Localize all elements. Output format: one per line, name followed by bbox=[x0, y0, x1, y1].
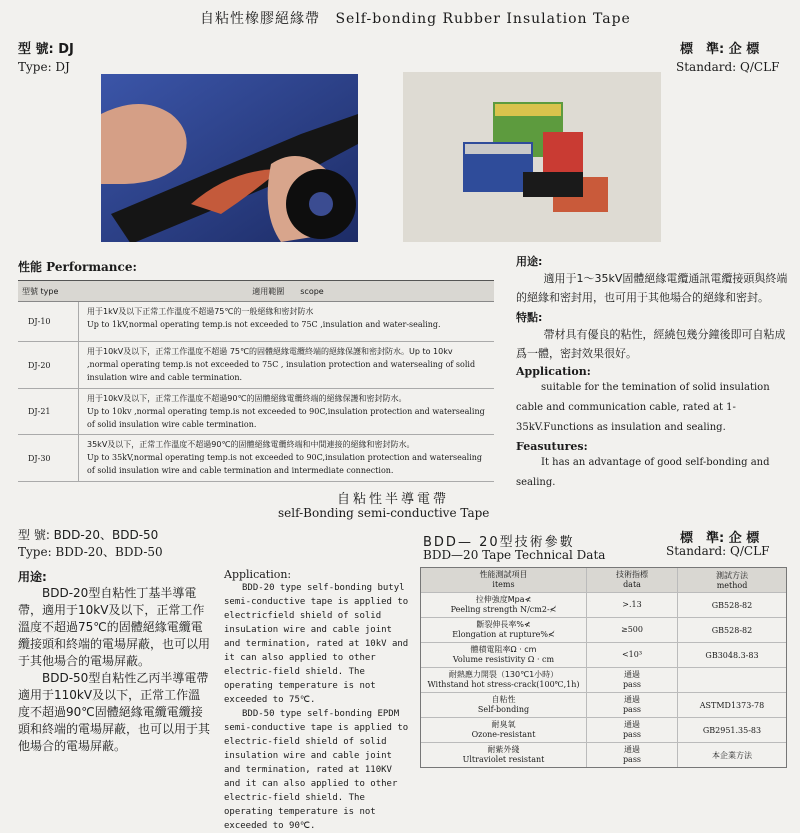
standard-en: Standard: Q/CLF bbox=[676, 60, 780, 74]
application-text: suitable for the temination of solid insulation cable and communication cable, rated at 1-35kV.Functions as insulation and sealing. bbox=[516, 382, 770, 433]
item-cn: 拉伸強度Mpa≮ bbox=[475, 595, 532, 604]
row-type: DJ-21 bbox=[18, 389, 79, 434]
semi-title-cn: 自粘性半導電帶 bbox=[337, 492, 450, 507]
item-data-en: pass bbox=[622, 755, 642, 764]
row-scope-en: Up to 35kV,normal operating temp.is not exceeded to 90C,insulation protection and watersealing of solid insulation wire and cable termination and intermediate connection. bbox=[87, 453, 483, 475]
item-method: ASTMD1373-78 bbox=[699, 700, 765, 710]
model-en: Type: DJ bbox=[18, 60, 70, 74]
item-data-cn: 通過 bbox=[624, 720, 640, 729]
title-cn: 自粘性橡膠絕緣帶 bbox=[200, 11, 320, 27]
semi-usage-label: 用途: bbox=[18, 570, 47, 584]
col-type: 型號 type bbox=[22, 286, 59, 296]
row-type: DJ-20 bbox=[18, 342, 79, 388]
item-method: GB2951.35-83 bbox=[702, 725, 762, 735]
standard-cn: 標 準: 企 標 bbox=[680, 42, 760, 57]
item-en: Peeling strength N/cm2-≮ bbox=[450, 605, 557, 614]
item-method: GB528-82 bbox=[711, 600, 753, 610]
row-scope-en: Up to 1kV,normal operating temp.is not exceeded to 75C ,insulation and water-sealing. bbox=[87, 320, 441, 329]
item-cn: 體積電阻率Ω · cm bbox=[470, 645, 537, 654]
semi-application bbox=[224, 568, 412, 833]
hdr-items-cn: 性能測試項目 bbox=[479, 570, 528, 579]
performance-table bbox=[18, 280, 494, 482]
item-data-en: pass bbox=[622, 730, 642, 739]
table-row bbox=[421, 643, 786, 668]
feature-text: 帶材具有優良的粘性，經繞包幾分鐘後即可自粘成爲一體，密封效果很好。 bbox=[516, 328, 786, 360]
item-en: Ozone-resistant bbox=[471, 730, 536, 739]
tech-data-table bbox=[420, 567, 787, 768]
semi-usage bbox=[18, 568, 212, 755]
semi-title-en: self-Bonding semi-conductive Tape bbox=[278, 506, 490, 520]
features-en-label: Feasutures: bbox=[516, 440, 588, 453]
tech-standard-en: Standard: Q/CLF bbox=[666, 544, 770, 558]
table-row bbox=[421, 693, 786, 718]
item-cn: 耐臭氧 bbox=[491, 720, 516, 729]
row-scope-en: ,normal operating temp.is not exceeded to 75C , insulation protection and watersealing of solid insulation wire and cable termination. bbox=[87, 360, 476, 382]
item-data-en: pass bbox=[622, 680, 642, 689]
row-scope-cn: 用于10kV及以下，正常工作溫度不超過 75℃的固體絕緣電纜終端的絕緣保護和密封防水。Up to 10kv bbox=[87, 347, 453, 356]
hdr-data-cn: 技術指標 bbox=[616, 570, 648, 579]
semi-model-cn: 型 號: BDD-20、BDD-50 bbox=[18, 528, 159, 542]
usage-text: 適用于1～35kV固體絕緣電纜通訊電纜接頭與終端的絕緣和密封用，也可用于其他場合的絕緣和密封。 bbox=[516, 272, 788, 304]
title-en: Self-bonding Rubber Insulation Tape bbox=[335, 11, 631, 27]
table-row bbox=[421, 743, 786, 767]
item-cn: 自粘性 bbox=[491, 695, 516, 704]
row-scope-cn: 用于10kV及以下，正常工作溫度不超過90℃的固體絕緣電纜終端的絕緣保護和密封防水。 bbox=[87, 394, 407, 403]
model-cn: 型 號: DJ bbox=[18, 42, 74, 57]
item-method: GB3048.3-83 bbox=[705, 650, 759, 660]
item-method: 本企業方法 bbox=[712, 750, 752, 760]
item-data: <10³ bbox=[621, 650, 643, 659]
item-method: GB528-82 bbox=[711, 625, 753, 635]
page-title bbox=[200, 8, 631, 28]
semi-model-en: Type: BDD-20、BDD-50 bbox=[18, 545, 163, 559]
item-data-cn: 通過 bbox=[624, 695, 640, 704]
table-row bbox=[421, 618, 786, 643]
item-data-cn: 通過 bbox=[624, 670, 640, 679]
row-scope-cn: 用于1kV及以下正常工作溫度不超過75℃的一般絕緣和密封防水 bbox=[87, 307, 314, 316]
feature-label: 特點: bbox=[516, 311, 543, 324]
row-type: DJ-30 bbox=[18, 435, 79, 481]
product-boxes-photo bbox=[403, 72, 661, 242]
tech-title-en: BDD—20 Tape Technical Data bbox=[423, 548, 606, 562]
semi-app-label: Application: bbox=[224, 568, 292, 581]
item-data: >.13 bbox=[622, 600, 642, 609]
row-scope-cn: 35kV及以下，正常工作溫度不超過90℃的固體絕緣電纜終端和中間連接的絕緣和密封防水。 bbox=[87, 440, 415, 449]
row-scope-en: Up to 10kv ,normal operating temp.is not exceeded to 90C,insulation protection and watersealing of solid insulation wire cable termination. bbox=[87, 407, 485, 429]
item-en: Volume resistivity Ω · cm bbox=[452, 655, 555, 664]
table-header bbox=[18, 281, 494, 302]
usage-label: 用途: bbox=[516, 255, 543, 268]
item-cn: 耐熱應力開裂（130℃1小時） bbox=[448, 670, 559, 679]
hdr-data-en: data bbox=[623, 580, 641, 589]
hdr-method-en: method bbox=[716, 581, 748, 590]
usage-section bbox=[516, 253, 788, 493]
table-row bbox=[18, 435, 494, 482]
tape-wrapping-photo bbox=[101, 74, 358, 242]
item-en: Withstand hot stress-crack(100℃,1h) bbox=[427, 680, 580, 689]
item-en: Ultraviolet resistant bbox=[462, 755, 545, 764]
hdr-items-en: items bbox=[492, 580, 515, 589]
item-en: Self-bonding bbox=[477, 705, 530, 714]
semi-usage-text-1: BDD-20型自粘性丁基半導電帶，適用于10kV及以下，正常工作溫度不超過75℃的固體絕緣電纜電纜接頭和終端的電場屏蔽，也可以用于其他場合的電場屏蔽。 bbox=[18, 586, 211, 668]
table-row bbox=[421, 718, 786, 743]
item-method bbox=[678, 668, 786, 692]
table-row bbox=[18, 302, 494, 342]
item-cn: 耐紫外綫 bbox=[487, 745, 520, 754]
tech-table-header bbox=[421, 568, 786, 593]
performance-title: 性能 Performance: bbox=[18, 260, 137, 274]
semi-app-text-2: BDD-50 type self-bonding EPDM semi-conductive tape is applied to electric-field shield of solid insulation wire and cable joint and termination, rated at 110KV and it can also applied to other electric-field shield. The operating temperature is not exceeded to 90℃. bbox=[224, 709, 409, 831]
table-row bbox=[18, 342, 494, 389]
item-data: ≥500 bbox=[621, 625, 643, 634]
col-scope: 適用範圍 scope bbox=[252, 286, 324, 296]
features-en-text: It has an advantage of good self-bonding and sealing. bbox=[516, 457, 770, 488]
semi-usage-text-2: BDD-50型自粘性乙丙半導電帶適用于110kV及以下，正常工作溫度不超過90℃固體絕緣電纜電纜接頭和終端的電場屏蔽，也可以用于其他場合的電場屏蔽。 bbox=[18, 671, 211, 753]
table-row bbox=[421, 668, 786, 693]
item-cn: 斷裂伸長率%≮ bbox=[476, 620, 531, 629]
table-row bbox=[18, 389, 494, 435]
table-row bbox=[421, 593, 786, 618]
item-data-cn: 通過 bbox=[624, 745, 640, 754]
row-type: DJ-10 bbox=[18, 302, 79, 341]
hdr-method-cn: 測試方法 bbox=[716, 571, 748, 580]
tech-standard-cn: 標 準: 企 標 bbox=[680, 531, 760, 546]
item-en: Elongation at rupture%≮ bbox=[452, 630, 555, 639]
application-label: Application: bbox=[516, 365, 591, 378]
tech-title-cn: BDD— 20型技術參數 bbox=[423, 535, 575, 550]
item-data-en: pass bbox=[622, 705, 642, 714]
semi-app-text-1: BDD-20 type self-bonding butyl semi-conductive tape is applied to electricfield shield of solid insuLation wire and cable joint and termination, rated at 10kV and it can also applied to other electric-field shield. The operating temperature is not exceeded to 75℃. bbox=[224, 583, 409, 705]
